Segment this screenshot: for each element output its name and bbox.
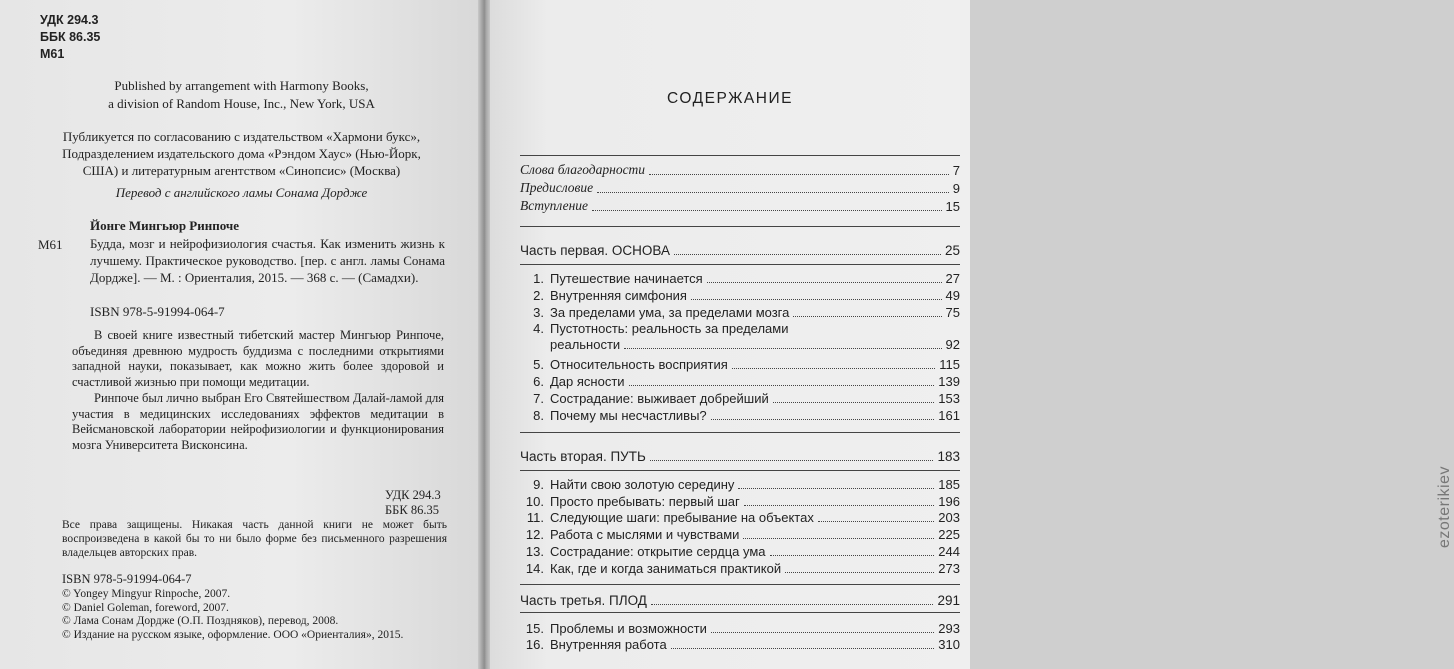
- toc-entry-label: Работа с мыслями и чувствами: [550, 527, 740, 542]
- toc-entry-continued: [520, 334, 960, 352]
- toc-part-page: 291: [937, 593, 960, 608]
- divider: [520, 432, 960, 433]
- toc-part-page: 183: [937, 449, 960, 464]
- divider: [520, 155, 960, 156]
- left-page: [0, 0, 483, 669]
- publication-note-en-line: a division of Random House, Inc., New York, USA: [108, 96, 375, 111]
- toc-entry-page: 49: [945, 288, 960, 303]
- toc-entry: [520, 160, 960, 178]
- author-name: Йонге Мингьюр Ринпоче: [90, 218, 239, 233]
- toc-entry-number: 16.: [525, 637, 544, 652]
- toc-entry: [520, 388, 960, 406]
- leader-dots: [818, 521, 934, 522]
- leader-dots: [738, 488, 934, 489]
- leader-dots: [592, 210, 941, 211]
- copyright-line: © Издание на русском языке, оформление. ООО «Ориенталия», 2015.: [62, 628, 404, 641]
- divider: [520, 226, 960, 227]
- toc-entry-page: 15: [945, 199, 960, 214]
- toc-entry-page: 92: [945, 337, 960, 352]
- toc-entry-number: 12.: [525, 527, 544, 542]
- leader-dots: [744, 505, 935, 506]
- publication-note-ru-line: Публикуется по согласованию с издательством «Хармони букс»,: [62, 129, 421, 144]
- watermark: ezoterikiev: [1436, 466, 1453, 548]
- bbk-code: ББК 86.35: [385, 503, 439, 517]
- toc-entry-page: 203: [938, 510, 960, 525]
- annotation: [72, 328, 444, 454]
- toc-entry-label: Вступление: [520, 198, 589, 213]
- leader-dots: [597, 192, 949, 193]
- divider: [520, 264, 960, 265]
- toc-entry-label: Сострадание: выживает добрейший: [550, 391, 769, 406]
- toc-entry-page: 139: [938, 374, 960, 389]
- toc-entry-page: 7: [952, 163, 960, 178]
- catalog-mark: М61: [38, 237, 63, 252]
- toc-entry-number: 7.: [533, 391, 544, 406]
- divider: [520, 584, 960, 585]
- translator-note: Перевод с английского ламы Сонама Дордже: [115, 185, 368, 200]
- toc-entry-label: Проблемы и возможности: [550, 621, 707, 636]
- toc-entry-label: Просто пребывать: первый шаг: [550, 494, 740, 509]
- toc-entry-page: 310: [938, 637, 960, 652]
- toc-entry-number: 6.: [533, 374, 544, 389]
- leader-dots: [785, 572, 934, 573]
- rights-notice: Все права защищены. Никакая часть данной книги не может быть воспроизведена в какой бы то ни было форме без письменного разрешения владельцев авторских прав.: [62, 519, 447, 559]
- bbk-code: ББК 86.35: [40, 30, 101, 44]
- publication-note-en: [0, 77, 483, 113]
- leader-dots: [707, 282, 942, 283]
- leader-dots: [649, 174, 949, 175]
- toc-entry-page: 225: [938, 527, 960, 542]
- toc-entry-number: 9.: [533, 477, 544, 492]
- toc-entry: [520, 558, 960, 576]
- toc-part: [520, 446, 960, 464]
- toc-entry-label: Внутренняя работа: [550, 637, 667, 652]
- right-page: [490, 0, 1453, 669]
- toc-title: СОДЕРЖАНИЕ: [667, 90, 793, 107]
- toc-entry-number: 10.: [525, 494, 544, 509]
- leader-dots: [732, 368, 935, 369]
- toc-part-page: 25: [944, 243, 960, 258]
- toc-entry-label: Слова благодарности: [520, 162, 646, 177]
- toc-entry-page: 75: [945, 305, 960, 320]
- toc-entry-page: 196: [938, 494, 960, 509]
- toc-part: [520, 240, 960, 258]
- leader-dots: [711, 419, 935, 420]
- toc-part-label: Часть первая. ОСНОВА: [520, 243, 670, 258]
- toc-entry-label: Дар ясности: [550, 374, 625, 389]
- toc-entry-page: 9: [952, 181, 960, 196]
- toc-part-label: Часть третья. ПЛОД: [520, 593, 647, 608]
- toc-entry-page: 273: [938, 561, 960, 576]
- leader-dots: [674, 254, 941, 255]
- toc-entry-number: 1.: [533, 271, 544, 286]
- publication-note-en-line: Published by arrangement with Harmony Books,: [114, 78, 369, 93]
- divider: [520, 612, 960, 613]
- toc-entry: [520, 474, 960, 492]
- publication-note-ru-line: Подразделением издательского дома «Рэндом Хаус» (Нью-Йорк,: [62, 146, 421, 161]
- toc-entry-label: Сострадание: открытие сердца ума: [550, 544, 766, 559]
- toc-entry-page: 293: [938, 621, 960, 636]
- leader-dots: [743, 538, 934, 539]
- toc-entry-page: 153: [938, 391, 960, 406]
- leader-dots: [671, 648, 935, 649]
- bibliographic-record: Будда, мозг и нейрофизиология счастья. Как изменить жизнь к лучшему. Практическое руководство. [пер. с англ. ламы Сонама Дордже]. — М. : Ориенталия, 2015. — 368 с. — (Самадхи).: [90, 236, 445, 285]
- toc-entry: [520, 371, 960, 389]
- toc-entry-number: 2.: [533, 288, 544, 303]
- toc-entry-page: 185: [938, 477, 960, 492]
- toc-entry: [520, 524, 960, 542]
- annotation-paragraph: В своей книге известный тибетский мастер Мингьюр Ринпоче, объединяя древнюю мудрость буддизма с последними открытиями западной науки, показывает, как можно жить более здоровой и счастливой жизнью при помощи медитации.: [72, 328, 444, 389]
- toc-entry-label: Почему мы несчастливы?: [550, 408, 707, 423]
- copyright-line: © Daniel Goleman, foreword, 2007.: [62, 601, 229, 614]
- toc-entry-number: 11.: [526, 510, 544, 525]
- toc-entry-number: 14.: [525, 561, 544, 576]
- publication-note-ru: [0, 128, 483, 179]
- leader-dots: [773, 402, 935, 403]
- toc-entry-label: За пределами ума, за пределами мозга: [550, 305, 790, 320]
- leader-dots: [650, 460, 934, 461]
- toc-entry-label: Относительность восприятия: [550, 357, 728, 372]
- toc-part: [520, 590, 960, 608]
- toc-entry: [520, 541, 960, 559]
- toc-entry-label: Пустотность: реальность за пределами: [550, 321, 789, 336]
- toc-entry: [520, 405, 960, 423]
- leader-dots: [793, 316, 941, 317]
- leader-dots: [691, 299, 942, 300]
- udk-code: УДК 294.3: [385, 488, 441, 502]
- toc-part-label: Часть вторая. ПУТЬ: [520, 449, 646, 464]
- toc-entry-page: 27: [945, 271, 960, 286]
- toc-entry-number: 8.: [533, 408, 544, 423]
- toc-entry-label: Предисловие: [520, 180, 594, 195]
- toc-entry: [520, 178, 960, 196]
- copyright-list: [62, 588, 403, 642]
- udk-code: УДК 294.3: [40, 13, 99, 27]
- divider: [520, 470, 960, 471]
- publication-note-ru-line: США) и литературным агентством «Синопсис» (Москва): [82, 163, 401, 178]
- classification-codes: [40, 12, 100, 63]
- classification-codes-bottom: [385, 488, 441, 518]
- toc-entry-number: 4.: [533, 321, 544, 336]
- toc-entry: [520, 268, 960, 286]
- isbn-bottom: ISBN 978-5-91994-064-7: [62, 572, 192, 586]
- author-mark: М61: [40, 47, 65, 61]
- toc-entry-page: 244: [938, 544, 960, 559]
- isbn: ISBN 978-5-91994-064-7: [90, 304, 225, 319]
- copyright-line: © Лама Сонам Дордже (О.П. Поздняков), перевод, 2008.: [62, 615, 339, 627]
- leader-dots: [651, 604, 934, 605]
- toc-entry: [520, 196, 960, 214]
- copyright-line: © Yongey Mingyur Rinpoche, 2007.: [62, 588, 231, 600]
- annotation-paragraph: Ринпоче был лично выбран Его Святейшеством Далай-ламой для участия в медицинских исследованиях эффектов медитации в Вейсмановской лаборатории нейрофизиологии и функционирования мозга Университета Висконсина.: [72, 391, 444, 452]
- toc-entry-number: 15.: [525, 621, 544, 636]
- toc-entry-label: Путешествие начинается: [550, 271, 703, 286]
- toc-entry-label-continued: реальности: [550, 337, 621, 352]
- toc-entry-number: 5.: [533, 357, 544, 372]
- leader-dots: [629, 385, 935, 386]
- toc-entry: [520, 285, 960, 303]
- toc-entry: [520, 354, 960, 372]
- toc-entry-page: 161: [938, 408, 960, 423]
- toc-entry-label: Внутренняя симфония: [550, 288, 687, 303]
- leader-dots: [770, 555, 935, 556]
- toc-entry-number: 3.: [533, 305, 544, 320]
- toc-entry: [520, 634, 960, 652]
- leader-dots: [711, 632, 934, 633]
- toc-entry-page: 115: [939, 357, 960, 372]
- leader-dots: [624, 348, 941, 349]
- toc-entry: [520, 507, 960, 525]
- toc-entry-number: 13.: [525, 544, 544, 559]
- toc-entry-label: Найти свою золотую середину: [550, 477, 735, 492]
- toc-entry-label: Следующие шаги: пребывание на объектах: [550, 510, 814, 525]
- toc-entry-label: Как, где и когда заниматься практикой: [550, 561, 782, 576]
